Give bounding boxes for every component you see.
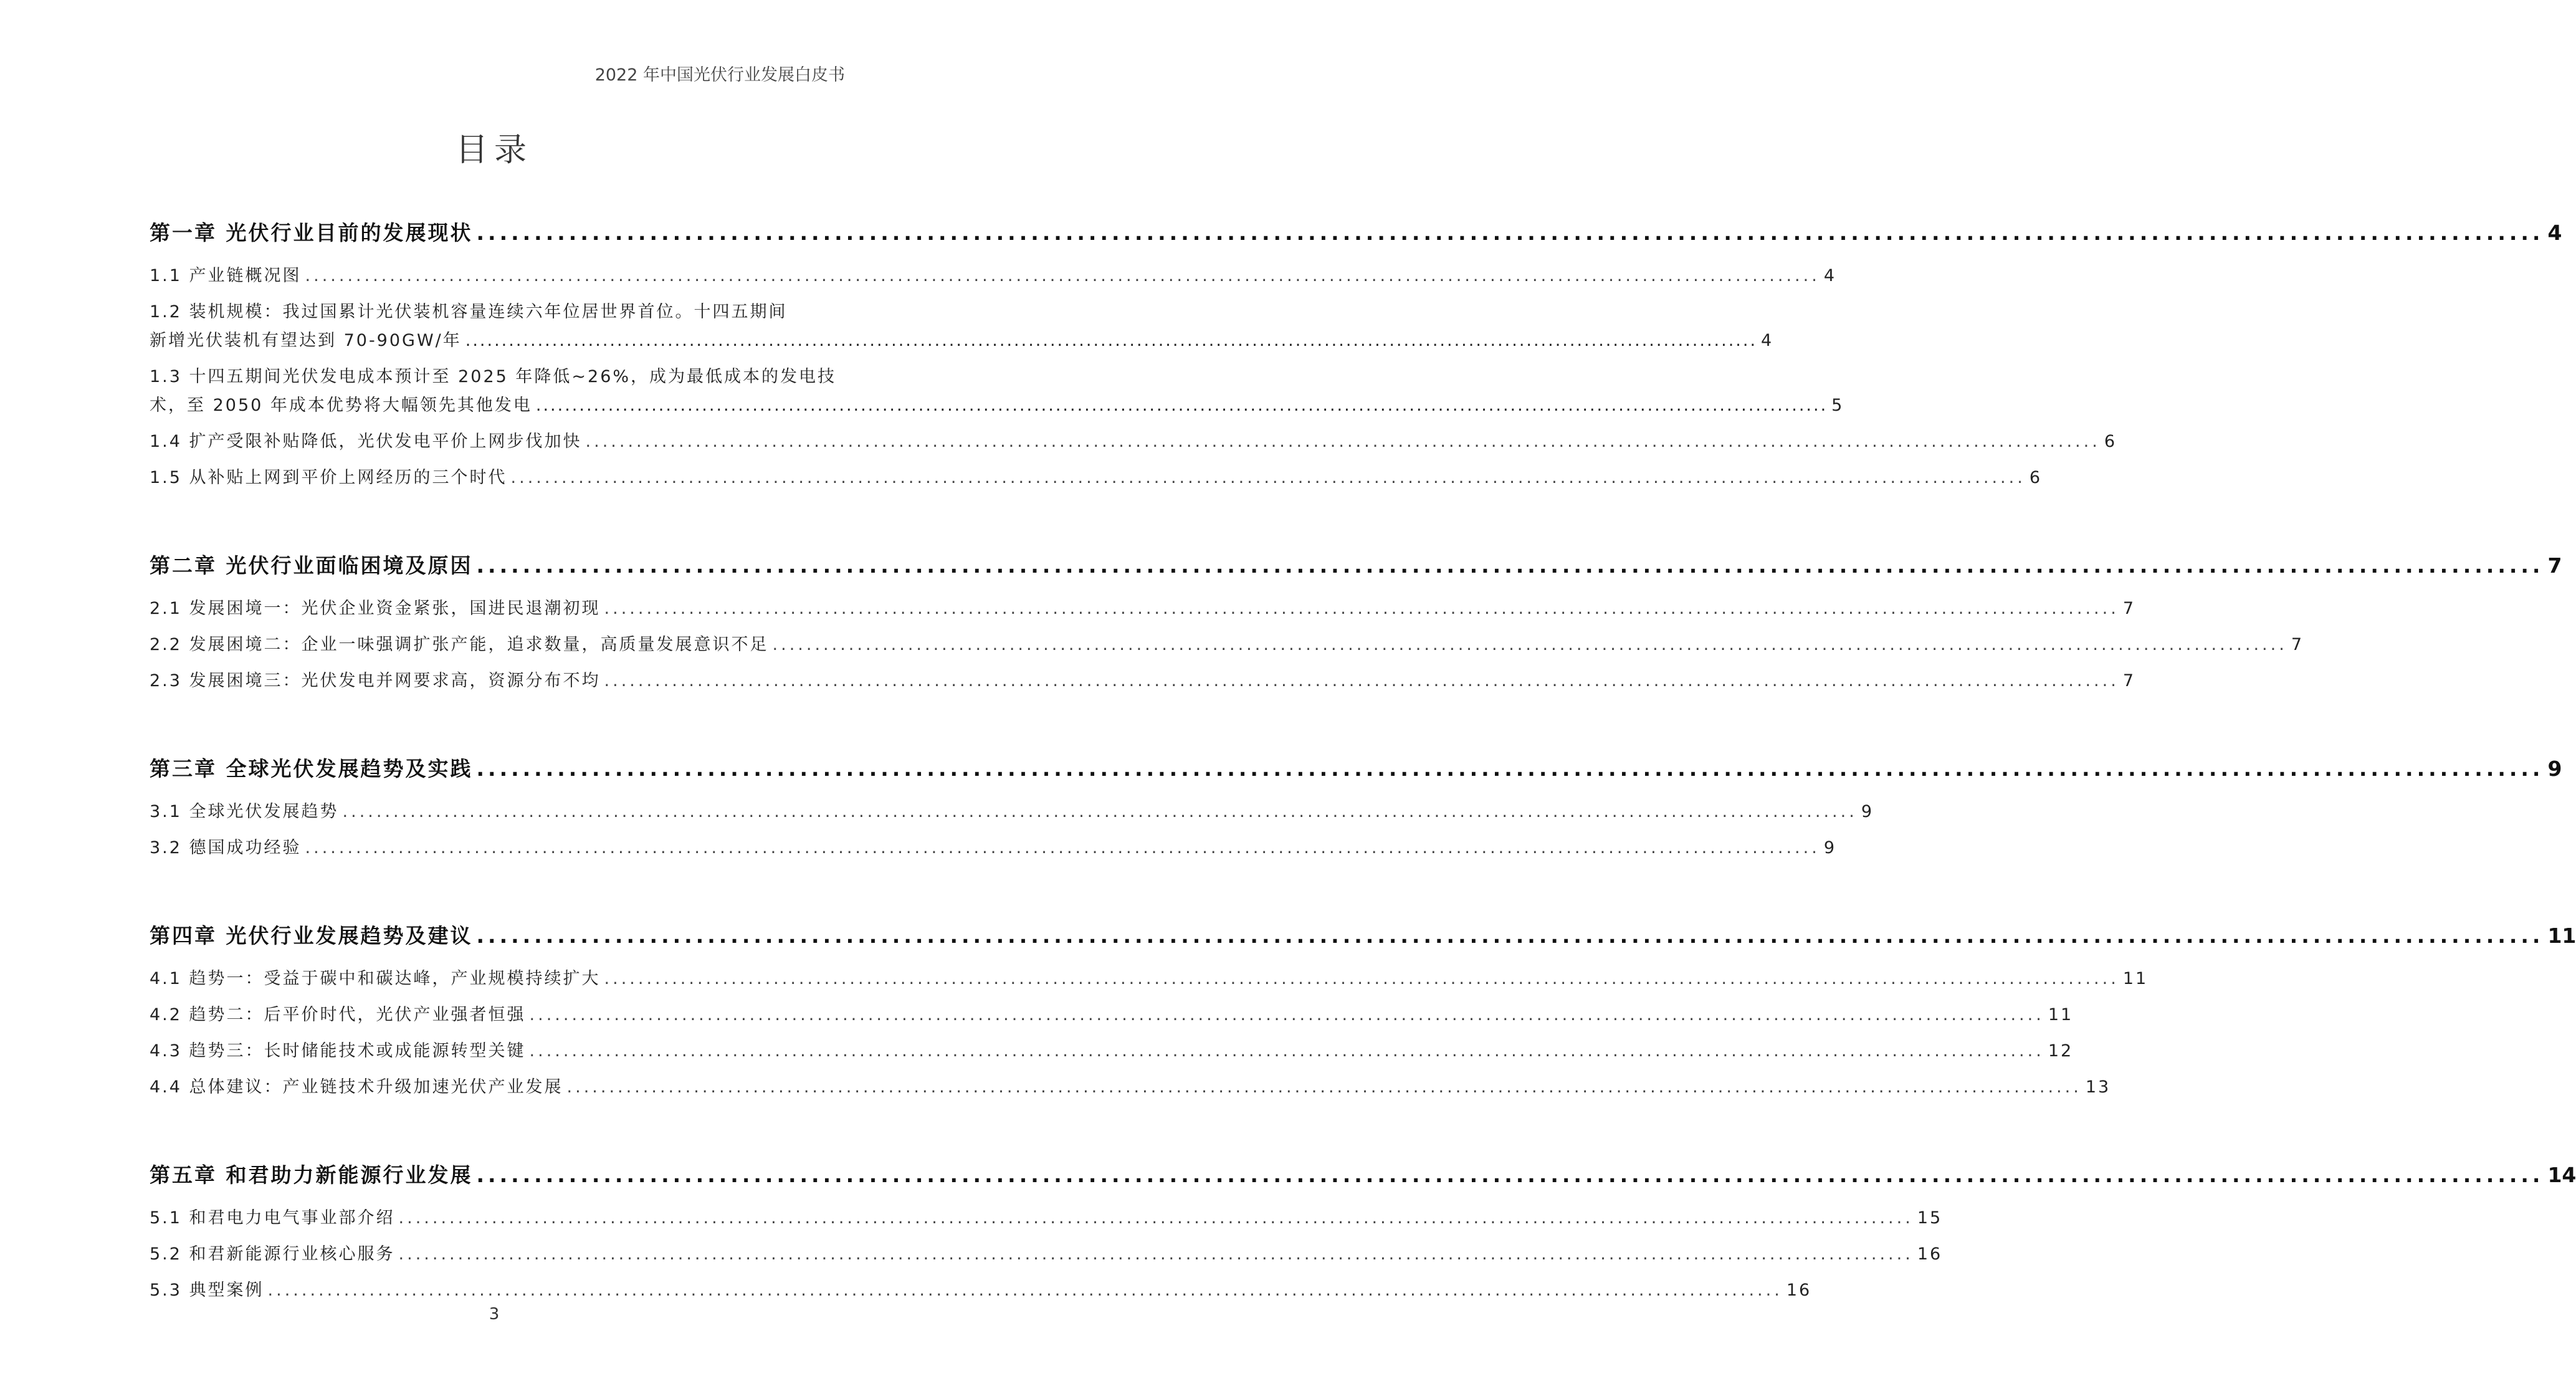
section-page-number: 13 — [2085, 1077, 2111, 1097]
chapter-page-number: 4 — [2547, 221, 2562, 245]
dot-leader: ................................................................................................................................................................................... — [305, 838, 1820, 857]
dot-leader: ................................................................................................................................................................................... — [535, 396, 1828, 415]
section-title: 5.3 典型案例 — [150, 1281, 264, 1300]
toc-section-entry[interactable] — [150, 1204, 1943, 1233]
toc-chapter-entry[interactable] — [150, 920, 2576, 957]
section-page-number: 4 — [1761, 331, 1774, 350]
toc-chapter-4 — [150, 920, 2576, 1102]
section-title: 3.1 全球光伏发展趋势 — [150, 802, 339, 821]
table-of-contents — [150, 217, 2576, 1362]
section-page-number: 6 — [2029, 468, 2042, 487]
toc-chapter-entry[interactable] — [150, 217, 2562, 254]
section-title-line1: 1.3 十四五期间光伏发电成本预计至 2025 年降低~26%，成为最低成本的发电技 — [150, 367, 837, 386]
toc-section-entry[interactable] — [150, 1240, 1943, 1269]
dot-leader: ................................................................................................................................................................................... — [585, 432, 2101, 451]
dot-leader: ................................................................................................................................................................................... — [529, 1041, 2044, 1061]
toc-chapter-3 — [150, 753, 2562, 862]
section-page-number: 5 — [1831, 396, 1844, 415]
chapter-title: 第二章 光伏行业面临困境及原因 — [150, 553, 473, 578]
chapter-page-number: 14 — [2547, 1163, 2576, 1187]
section-page-number: 9 — [1823, 838, 1836, 857]
section-title: 1.5 从补贴上网到平价上网经历的三个时代 — [150, 468, 507, 487]
toc-chapter-2 — [150, 550, 2562, 695]
section-title: 2.1 发展困境一：光伏企业资金紧张，国进民退潮初现 — [150, 599, 601, 618]
chapter-page-number: 9 — [2547, 757, 2562, 781]
section-title: 4.4 总体建议：产业链技术升级加速光伏产业发展 — [150, 1077, 563, 1097]
toc-section-entry[interactable] — [150, 1276, 1812, 1305]
dot-leader: ................................................................................................................................................................................... — [510, 468, 2026, 487]
dot-leader: ................................................................................................................................................................................... — [604, 969, 2119, 988]
section-title: 2.3 发展困境三：光伏发电并网要求高，资源分布不均 — [150, 671, 601, 690]
dot-leader: ................................................................................................................................................................................... — [476, 757, 2544, 781]
toc-chapter-5 — [150, 1159, 2576, 1305]
dot-leader: ................................................................................................................................................................................... — [267, 1281, 1783, 1300]
dot-leader: ................................................................................................................................................................................... — [476, 924, 2544, 948]
section-page-number: 7 — [2291, 635, 2304, 654]
toc-section-entry[interactable] — [150, 1073, 2111, 1102]
section-title: 5.1 和君电力电气事业部介绍 — [150, 1208, 395, 1228]
running-header: 2022 年中国光伏行业发展白皮书 — [594, 65, 845, 85]
page-title: 目录 — [455, 131, 533, 169]
toc-section-entry[interactable] — [150, 464, 2042, 492]
section-title: 4.3 趋势三：长时储能技术或成能源转型关键 — [150, 1041, 526, 1061]
dot-leader: ................................................................................................................................................................................... — [476, 221, 2544, 245]
chapter-title: 第四章 光伏行业发展趋势及建议 — [150, 924, 473, 948]
toc-section-entry[interactable] — [150, 298, 1774, 355]
section-page-number: 7 — [2122, 671, 2135, 690]
section-title: 3.2 德国成功经验 — [150, 838, 302, 857]
toc-section-entry[interactable] — [150, 1037, 2074, 1066]
toc-section-entry[interactable] — [150, 363, 1844, 420]
section-title: 4.1 趋势一：受益于碳中和碳达峰，产业规模持续扩大 — [150, 969, 601, 988]
dot-leader: ................................................................................................................................................................................... — [476, 1163, 2544, 1187]
toc-section-entry[interactable] — [150, 667, 2135, 695]
dot-leader: ................................................................................................................................................................................... — [772, 635, 2287, 654]
chapter-title: 第五章 和君助力新能源行业发展 — [150, 1163, 473, 1187]
section-title: 5.2 和君新能源行业核心服务 — [150, 1244, 395, 1264]
section-title-line2: 新增光伏装机有望达到 70-90GW/年 — [150, 331, 462, 350]
section-page-number: 11 — [2048, 1005, 2074, 1024]
page-number: 3 — [489, 1305, 500, 1324]
toc-section-entry[interactable] — [150, 798, 1874, 826]
toc-section-entry[interactable] — [150, 427, 2117, 456]
dot-leader: ................................................................................................................................................................................... — [398, 1244, 1914, 1264]
chapter-title: 第一章 光伏行业目前的发展现状 — [150, 221, 473, 245]
dot-leader: ................................................................................................................................................................................... — [604, 671, 2119, 690]
section-page-number: 15 — [1917, 1208, 1943, 1228]
section-title: 1.1 产业链概况图 — [150, 266, 302, 285]
section-page-number: 9 — [1861, 802, 1874, 821]
section-page-number: 6 — [2104, 432, 2117, 451]
dot-leader: ................................................................................................................................................................................... — [305, 266, 1820, 285]
chapter-page-number: 7 — [2547, 553, 2562, 578]
toc-chapter-1 — [150, 217, 2562, 492]
dot-leader: ................................................................................................................................................................................... — [398, 1208, 1914, 1228]
toc-chapter-entry[interactable] — [150, 550, 2562, 587]
toc-section-entry[interactable] — [150, 834, 1836, 862]
section-page-number: 16 — [1786, 1281, 1812, 1300]
section-title-line1: 1.2 装机规模：我过国累计光伏装机容量连续六年位居世界首位。十四五期间 — [150, 302, 788, 322]
toc-chapter-entry[interactable] — [150, 753, 2562, 790]
dot-leader: ................................................................................................................................................................................... — [529, 1005, 2044, 1024]
toc-section-entry[interactable] — [150, 631, 2304, 659]
chapter-page-number: 11 — [2547, 924, 2576, 948]
section-page-number: 12 — [2048, 1041, 2074, 1061]
toc-section-entry[interactable] — [150, 594, 2135, 623]
dot-leader: ................................................................................................................................................................................... — [342, 802, 1858, 821]
section-title: 1.4 扩产受限补贴降低，光伏发电平价上网步伐加快 — [150, 432, 582, 451]
toc-chapter-entry[interactable] — [150, 1159, 2576, 1196]
chapter-title: 第三章 全球光伏发展趋势及实践 — [150, 757, 473, 781]
section-page-number: 11 — [2122, 969, 2149, 988]
section-title: 2.2 发展困境二：企业一味强调扩张产能，追求数量，高质量发展意识不足 — [150, 635, 769, 654]
dot-leader: ................................................................................................................................................................................... — [604, 599, 2119, 618]
section-title-line2: 术，至 2050 年成本优势将大幅领先其他发电 — [150, 396, 532, 415]
toc-section-entry[interactable] — [150, 262, 1836, 290]
section-page-number: 4 — [1823, 266, 1836, 285]
dot-leader: ................................................................................................................................................................................... — [465, 331, 1758, 350]
toc-section-entry[interactable] — [150, 1001, 2074, 1029]
section-title: 4.2 趋势二：后平价时代，光伏产业强者恒强 — [150, 1005, 526, 1024]
dot-leader: ................................................................................................................................................................................... — [476, 553, 2544, 578]
section-page-number: 16 — [1917, 1244, 1943, 1264]
toc-section-entry[interactable] — [150, 965, 2149, 993]
dot-leader: ................................................................................................................................................................................... — [566, 1077, 2082, 1097]
section-page-number: 7 — [2122, 599, 2135, 618]
